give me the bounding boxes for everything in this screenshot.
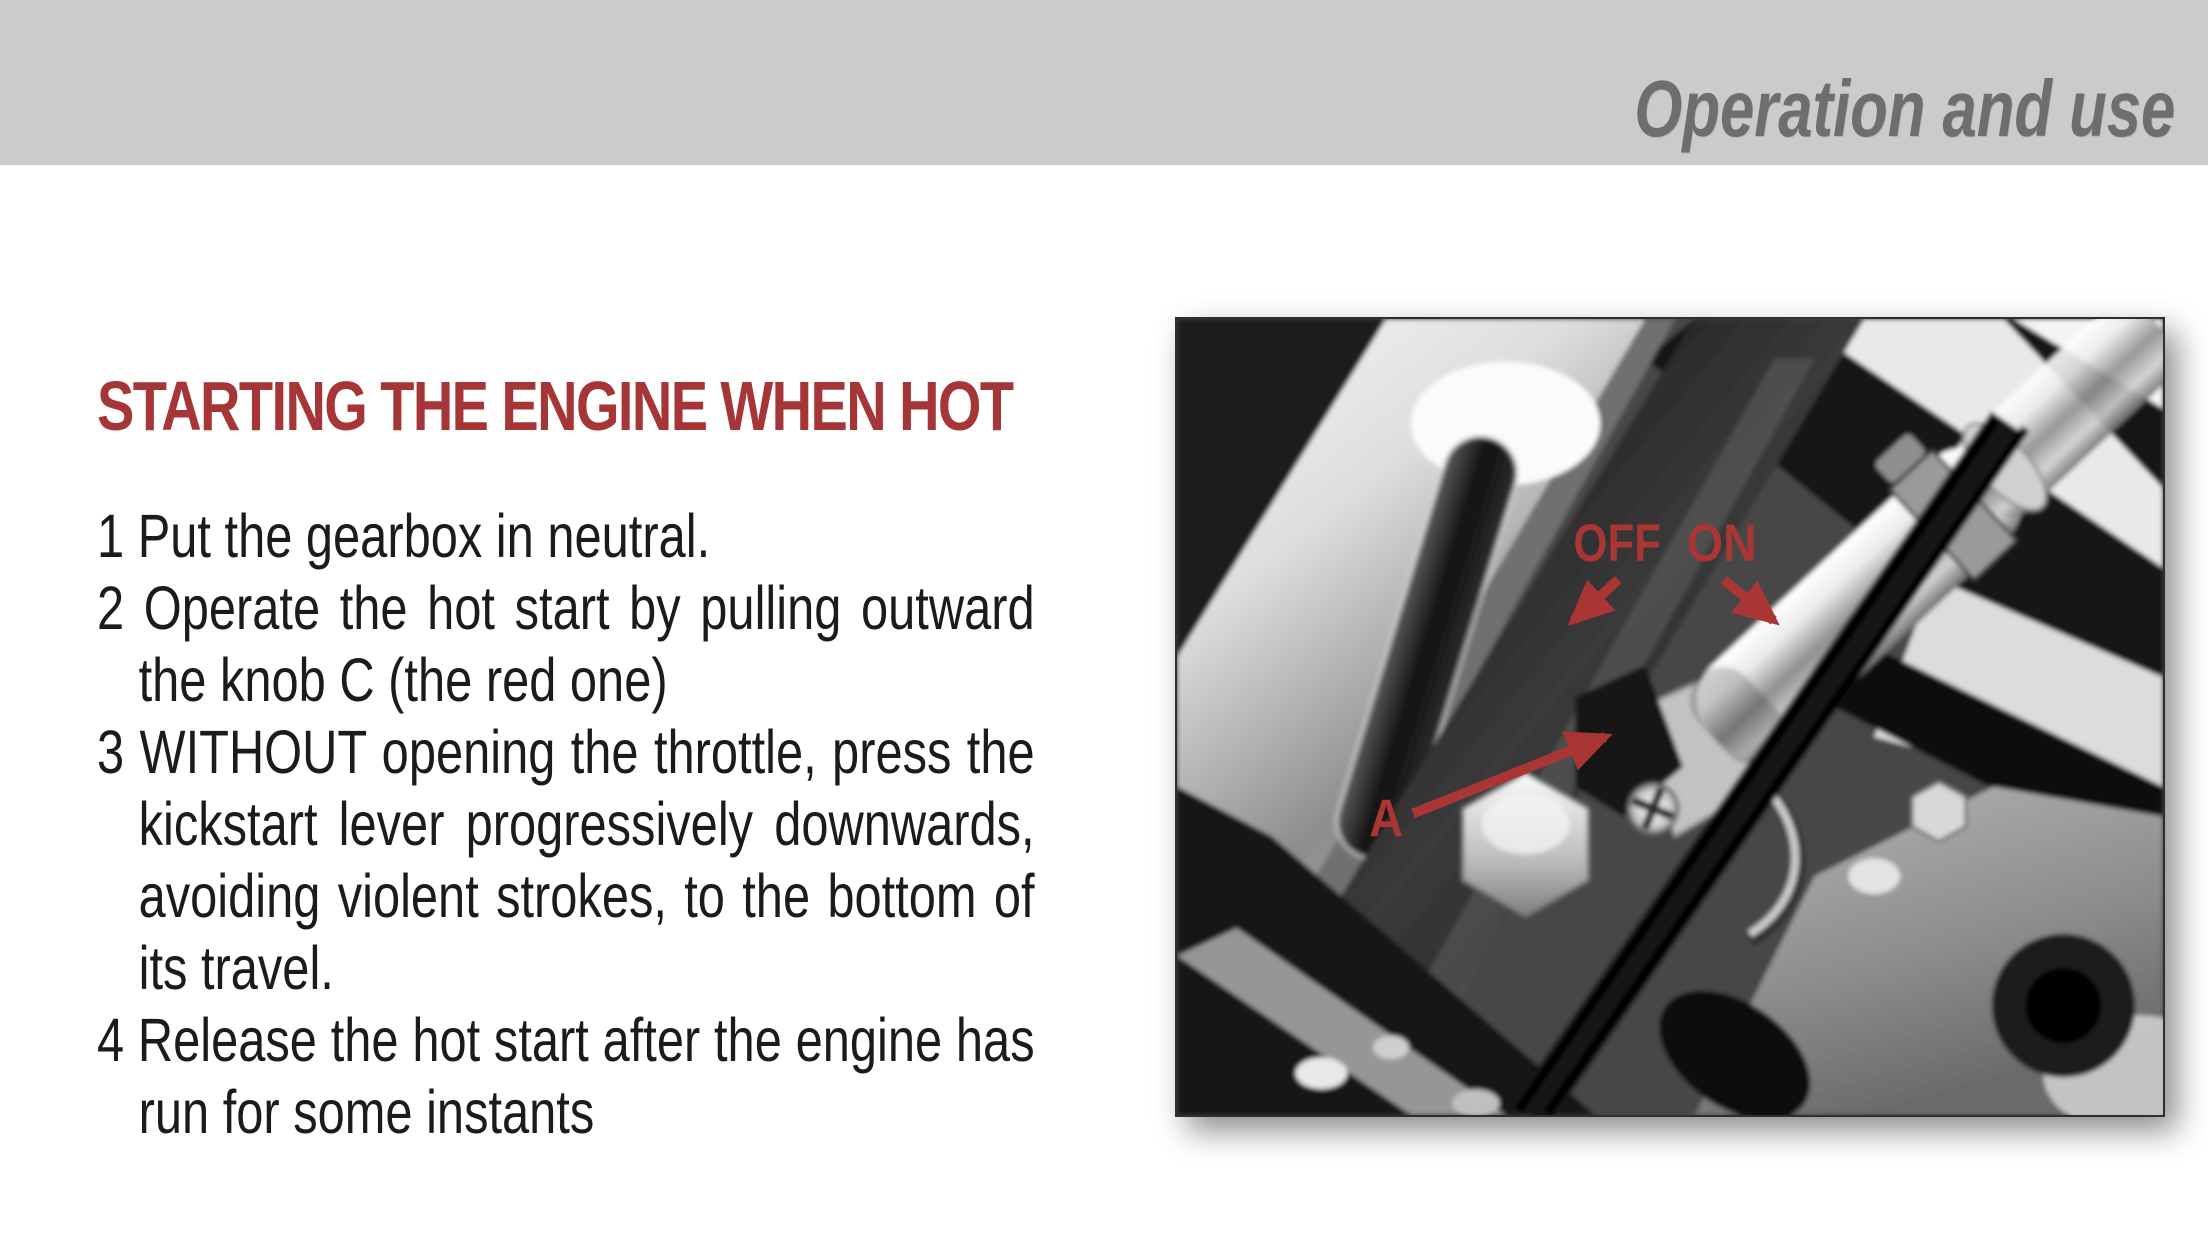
photo-scene bbox=[1177, 319, 2163, 1115]
instructions-section bbox=[97, 312, 1037, 1148]
glint-2 bbox=[1373, 1035, 1409, 1059]
step-line: its travel. bbox=[138, 934, 334, 1003]
step-4 bbox=[97, 1004, 1035, 1148]
step-line: run for some instants bbox=[138, 1078, 595, 1147]
page-header-band bbox=[0, 0, 2208, 165]
case-glint bbox=[1848, 858, 1900, 894]
on-label: ON bbox=[1686, 513, 1757, 573]
step-line: the knob C (the red one) bbox=[138, 646, 668, 715]
step-1 bbox=[97, 500, 1035, 572]
case-bolt bbox=[1912, 782, 1966, 842]
a-label: A bbox=[1369, 789, 1404, 849]
step-line: 3 WITHOUT opening the throttle, press the bbox=[97, 718, 1035, 787]
step-line: avoiding violent strokes, to the bottom of bbox=[138, 862, 1035, 931]
step-2 bbox=[97, 572, 1035, 716]
instructions-text bbox=[97, 367, 1035, 1148]
engine-photo-svg bbox=[1177, 319, 2163, 1115]
nut-highlight bbox=[1482, 795, 1570, 855]
section-heading: STARTING THE ENGINE WHEN HOT bbox=[97, 367, 1013, 446]
engine-photo bbox=[1175, 317, 2165, 1117]
glint-1 bbox=[1296, 1057, 1348, 1089]
step-line: 4 Release the hot start after the engine has bbox=[97, 1006, 1035, 1075]
chapter-title: Operation and use bbox=[1634, 64, 2175, 153]
step-line: kickstart lever progressively downwards, bbox=[138, 790, 1035, 859]
off-label: OFF bbox=[1573, 513, 1662, 573]
case-recess-hole bbox=[2026, 968, 2102, 1044]
step-line: 1 Put the gearbox in neutral. bbox=[97, 502, 711, 571]
step-3 bbox=[97, 716, 1035, 1004]
step-line: 2 Operate the hot start by pulling outward bbox=[97, 574, 1035, 643]
